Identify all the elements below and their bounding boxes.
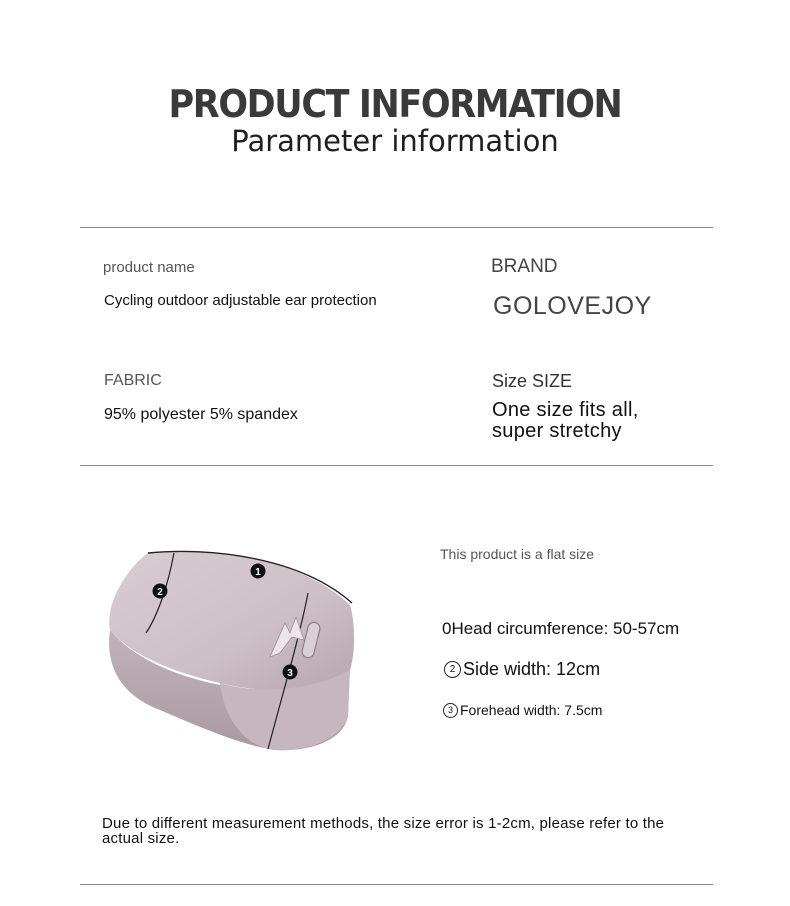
brand-value: GOLOVEJOY xyxy=(493,292,652,320)
product-name-label: product name xyxy=(103,259,195,276)
marker-2 xyxy=(153,584,168,599)
brand-label: BRAND xyxy=(491,256,558,277)
product-name-value: Cycling outdoor adjustable ear protection xyxy=(104,292,377,309)
spec-forehead-width-text: Forehead width: 7.5cm xyxy=(460,702,603,718)
size-error-note-line2: actual size. xyxy=(102,830,180,847)
fabric-label: FABRIC xyxy=(104,372,162,389)
spec-side-width xyxy=(444,659,600,680)
svg-text:3: 3 xyxy=(287,668,293,679)
size-error-note-line1: Due to different measurement methods, the size error is 1-2cm, please refer to the xyxy=(102,815,665,832)
size-error-note xyxy=(102,816,722,846)
headband-illustration xyxy=(100,545,365,760)
marker-1 xyxy=(251,564,266,579)
divider-top xyxy=(80,227,713,228)
size-label: Size SIZE xyxy=(492,371,573,391)
page-subtitle: Parameter information xyxy=(231,124,559,158)
flat-size-note: This product is a flat size xyxy=(440,546,595,562)
size-value-line1: One size fits all, xyxy=(492,399,639,421)
svg-text:2: 2 xyxy=(157,587,163,598)
spec-head-circumference: 0Head circumference: 50-57cm xyxy=(442,619,680,638)
size-value xyxy=(492,400,639,442)
spec-side-width-text: Side width: 12cm xyxy=(463,659,601,679)
marker-3 xyxy=(283,665,298,680)
page-title: PRODUCT INFORMATION xyxy=(168,82,622,126)
divider-middle xyxy=(80,465,713,466)
fabric-value: 95% polyester 5% spandex xyxy=(104,406,298,423)
size-value-line2: super stretchy xyxy=(492,420,622,442)
spec-number-3-icon: 3 xyxy=(443,703,458,718)
spec-number-2-icon: 2 xyxy=(444,661,461,678)
spec-forehead-width xyxy=(443,702,602,719)
divider-bottom xyxy=(80,884,713,885)
svg-text:1: 1 xyxy=(255,567,261,578)
